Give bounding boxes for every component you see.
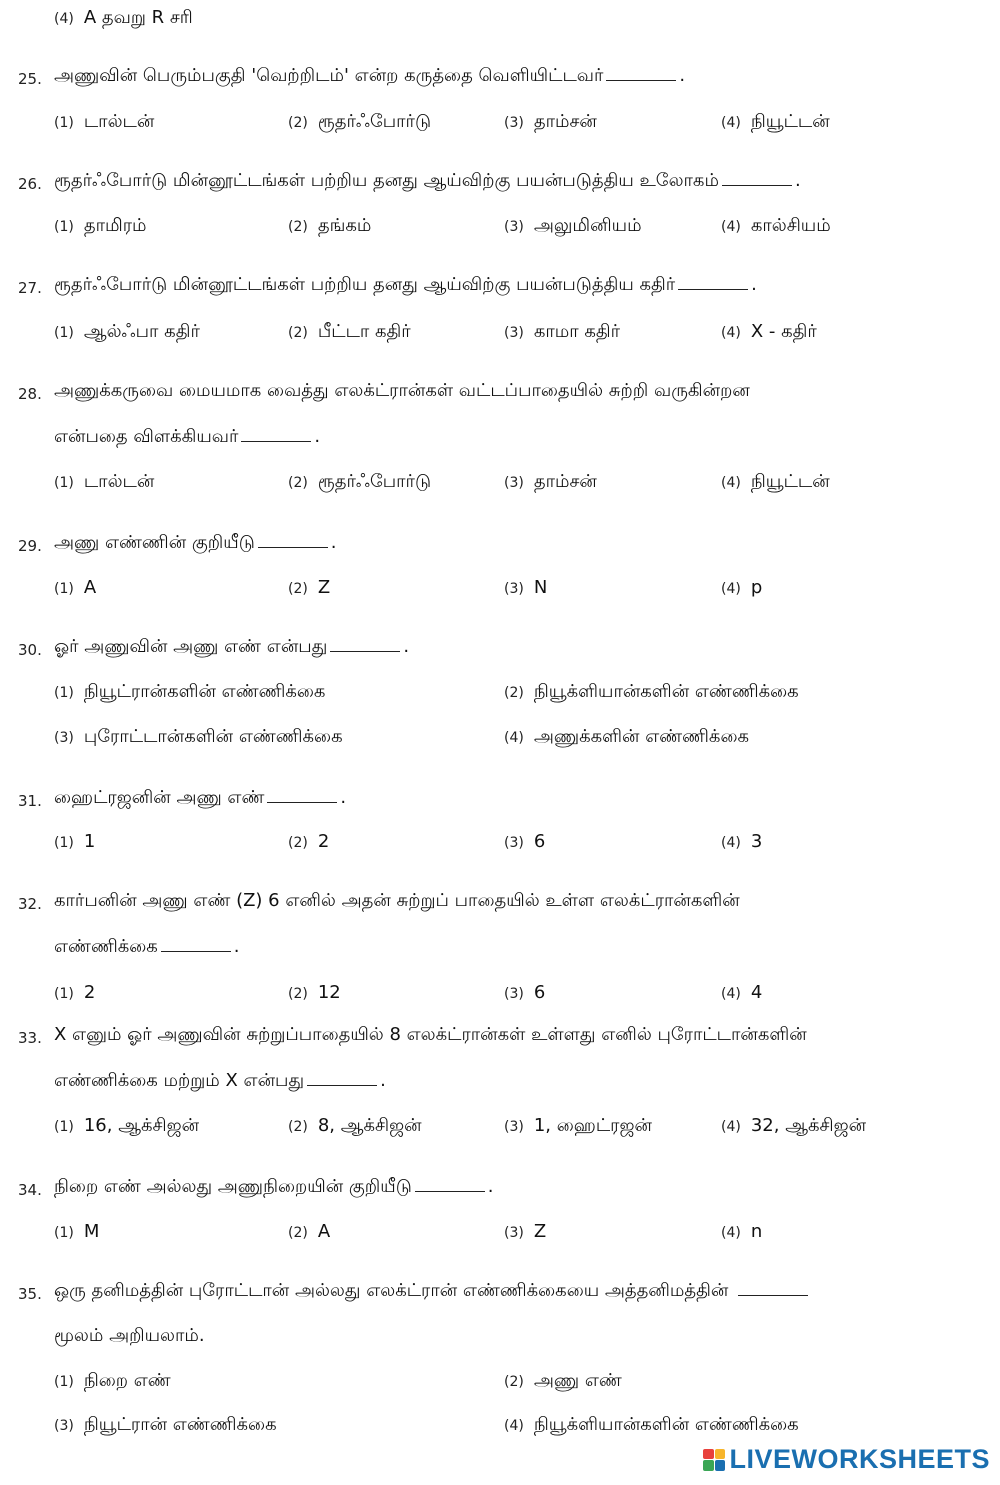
option[interactable]: (3) Z [504,1221,547,1242]
question-number: 25. [18,70,42,88]
option[interactable]: (4) X - கதிர் [721,321,817,342]
question-text: அணு எண்ணின் குறியீடு . [54,532,337,553]
question-number: 28. [18,385,42,403]
option[interactable]: (1) 1 [54,831,96,852]
option[interactable]: (1) A [54,577,97,598]
option[interactable]: (2) 2 [288,831,330,852]
question-number: 35. [18,1285,42,1303]
answer-blank[interactable] [330,637,400,652]
question-text: X எனும் ஓர் அணுவின் சுற்றுப்பாதையில் 8 எலக்ட்ரான்கள் உள்ளது எனில் புரோட்டான்களின் [54,1024,807,1045]
option[interactable]: (1) 2 [54,982,96,1003]
option[interactable]: (3) புரோட்டான்களின் எண்ணிக்கை [54,726,343,747]
answer-blank[interactable] [678,275,748,290]
option[interactable]: (1) ஆல்ஃபா கதிர் [54,321,200,342]
answer-blank[interactable] [415,1177,485,1192]
option[interactable]: (2) ரூதர்ஃபோர்டு [288,111,432,132]
question-text: ரூதர்ஃபோர்டு மின்னூட்டங்கள் பற்றிய தனது ஆய்விற்கு பயன்படுத்திய கதிர் . [54,274,757,295]
answer-blank[interactable] [307,1071,377,1086]
option[interactable]: (4) n [721,1221,763,1242]
option[interactable]: (4) நியூக்ளியான்களின் எண்ணிக்கை [504,1414,799,1435]
option[interactable]: (1) டால்டன் [54,111,155,132]
answer-blank[interactable] [161,937,231,952]
question-text-cont: மூலம் அறியலாம். [54,1325,205,1346]
option-label: (4) [54,11,74,27]
option[interactable]: (1) 16, ஆக்சிஜன் [54,1115,200,1136]
question-number: 31. [18,792,42,810]
question-text: அணுவின் பெரும்பகுதி 'வெற்றிடம்' என்ற கருத்தை வெளியிட்டவர் . [54,65,686,86]
question-text-cont: என்பதை விளக்கியவர் . [54,426,321,447]
option[interactable]: (2) அணு எண் [504,1370,622,1391]
option[interactable]: (2) Z [288,577,331,598]
question-text: அணுக்கருவை மையமாக வைத்து எலக்ட்ரான்கள் வட்டப்பாதையில் சுற்றி வருகின்றன [54,380,750,401]
option[interactable]: (1) டால்டன் [54,471,155,492]
question-text: ரூதர்ஃபோர்டு மின்னூட்டங்கள் பற்றிய தனது ஆய்விற்கு பயன்படுத்திய உலோகம் . [54,170,801,191]
option[interactable]: (2) ரூதர்ஃபோர்டு [288,471,432,492]
option[interactable]: (3) 6 [504,982,546,1003]
question-number: 33. [18,1029,42,1047]
option[interactable]: (4) 32, ஆக்சிஜன் [721,1115,867,1136]
answer-blank[interactable] [738,1281,808,1296]
question-number: 30. [18,641,42,659]
option[interactable]: (4) 3 [721,831,763,852]
option[interactable]: (3) காமா கதிர் [504,321,621,342]
answer-blank[interactable] [722,171,792,186]
option[interactable]: (4) அணுக்களின் எண்ணிக்கை [504,726,749,747]
option[interactable]: (4) p [721,577,763,598]
question-text: ஹைட்ரஜனின் அணு எண் . [54,787,347,808]
question-text: கார்பனின் அணு எண் (Z) 6 எனில் அதன் சுற்றுப் பாதையில் உள்ள எலக்ட்ரான்களின் [54,890,740,911]
question-text: ஒரு தனிமத்தின் புரோட்டான் அல்லது எலக்ட்ரான் எண்ணிக்கையை அத்தனிமத்தின் [54,1279,811,1303]
question-text-cont: எண்ணிக்கை மற்றும் X என்பது . [54,1070,386,1091]
question-number: 29. [18,537,42,555]
option[interactable]: (2) நியூக்ளியான்களின் எண்ணிக்கை [504,681,799,702]
option[interactable]: (2) A [288,1221,331,1242]
answer-blank[interactable] [258,533,328,548]
option[interactable]: (1) M [54,1221,100,1242]
option[interactable]: (3) நியூட்ரான் எண்ணிக்கை [54,1414,277,1435]
option[interactable]: (2) 12 [288,982,341,1003]
question-text: நிறை எண் அல்லது அணுநிறையின் குறியீடு . [54,1176,494,1197]
option[interactable]: (1) தாமிரம் [54,215,147,236]
question-number: 27. [18,279,42,297]
option[interactable]: (4) கால்சியம் [721,215,831,236]
option[interactable]: (3) 1, ஹைட்ரஜன் [504,1115,652,1136]
option[interactable]: (3) தாம்சன் [504,471,597,492]
option[interactable]: (4) நியூட்டன் [721,111,830,132]
logo-icon [703,1449,725,1471]
option[interactable]: (2) பீட்டா கதிர் [288,321,411,342]
option[interactable]: (4) 4 [721,982,763,1003]
option[interactable]: (3) N [504,577,548,598]
option[interactable]: (1) நியூட்ரான்களின் எண்ணிக்கை [54,681,326,702]
question-text-cont: எண்ணிக்கை . [54,936,240,957]
option[interactable]: (3) தாம்சன் [504,111,597,132]
answer-blank[interactable] [267,788,337,803]
option[interactable]: (1) நிறை எண் [54,1370,171,1391]
answer-blank[interactable] [241,427,311,442]
liveworksheets-logo[interactable] [703,1444,990,1475]
option-text: A தவறு R சரி [83,7,193,28]
question-number: 34. [18,1181,42,1199]
question-number: 26. [18,175,42,193]
question-number: 32. [18,895,42,913]
brand-text: LIVEWORKSHEETS [729,1444,990,1474]
option[interactable]: (2) 8, ஆக்சிஜன் [288,1115,422,1136]
option[interactable]: (2) தங்கம் [288,215,372,236]
option[interactable]: (3) 6 [504,831,546,852]
option[interactable]: (3) அலுமினியம் [504,215,642,236]
question-text: ஓர் அணுவின் அணு எண் என்பது . [54,636,410,657]
option[interactable]: (4) நியூட்டன் [721,471,830,492]
option-top [54,6,193,31]
answer-blank[interactable] [606,66,676,81]
